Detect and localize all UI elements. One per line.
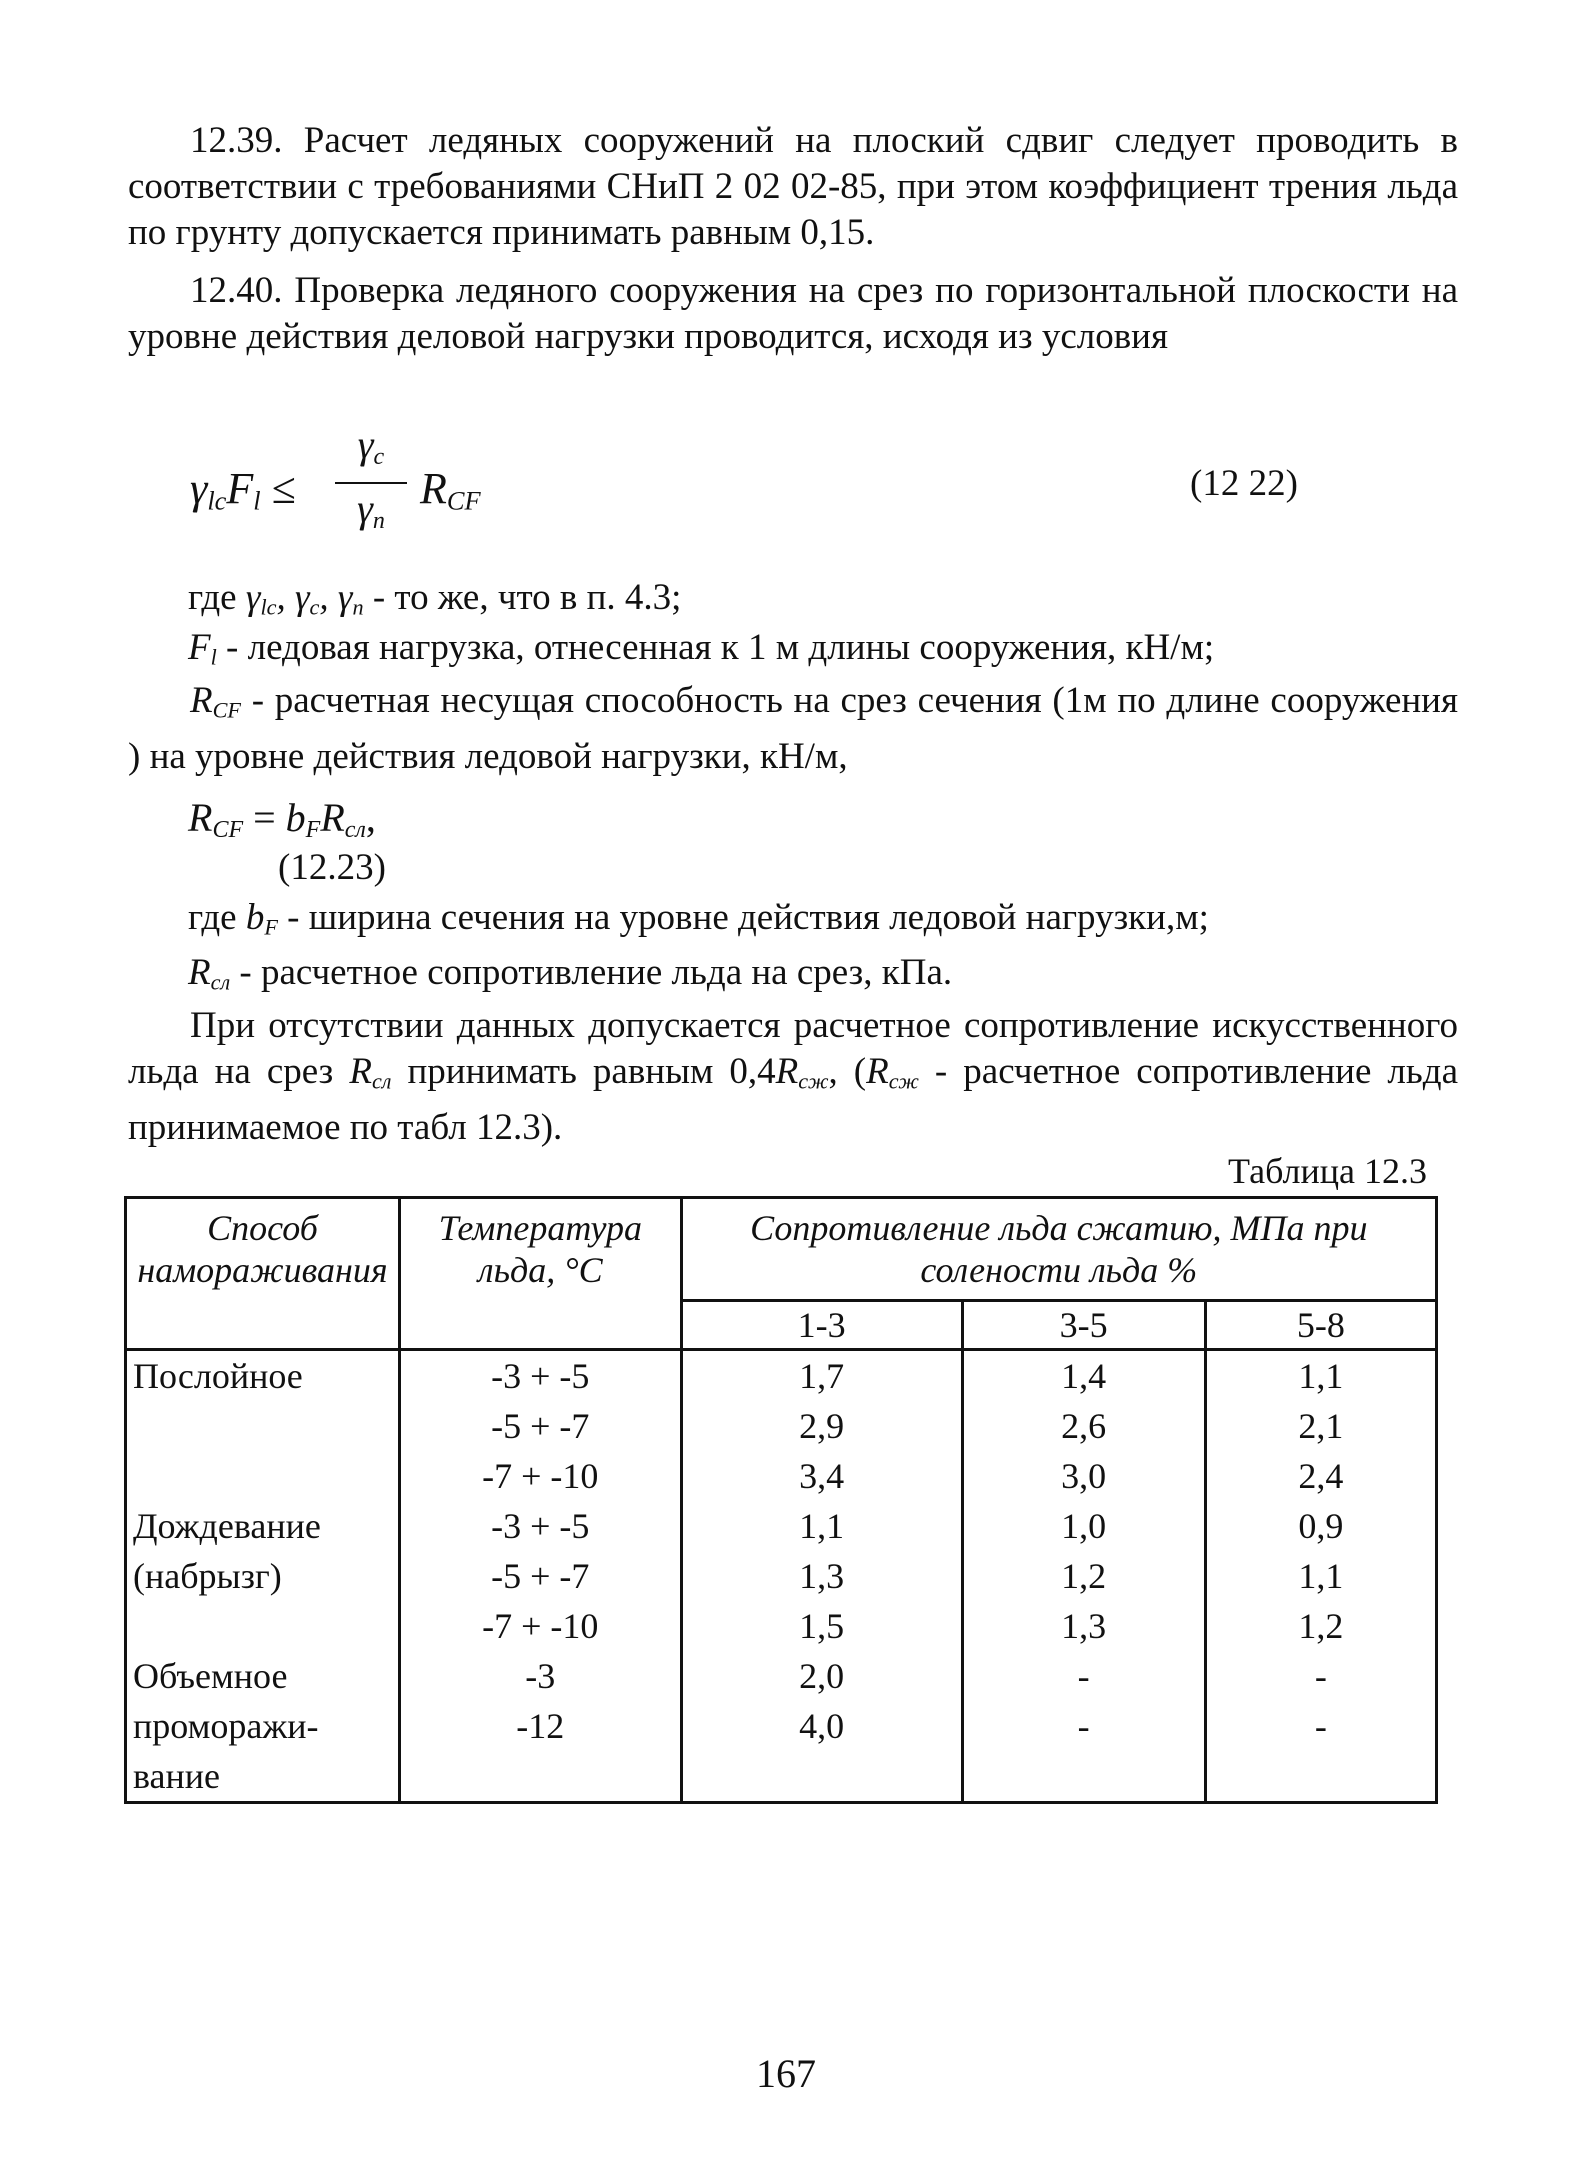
cell-value: 1,2 xyxy=(1205,1601,1436,1651)
cell-value: 1,5 xyxy=(681,1601,962,1651)
cell-temp: -3 xyxy=(399,1651,681,1701)
equation-number-12-22: (12 22) xyxy=(1190,463,1298,504)
cell-temp: -5 + -7 xyxy=(399,1551,681,1601)
cell-value: 1,1 xyxy=(1205,1350,1436,1402)
table-caption: Таблица 12.3 xyxy=(1228,1151,1427,1191)
table-row xyxy=(126,1401,1437,1451)
cell-temp: -12 xyxy=(399,1701,681,1751)
cell-value: 2,1 xyxy=(1205,1401,1436,1451)
where-line-section-width: где $b_F$ - ширина сечения на уровне действия ледовой нагрузки,м; xyxy=(188,897,1209,940)
table-row xyxy=(126,1501,1437,1551)
formula-12-22 xyxy=(190,425,690,555)
cell-method: вание xyxy=(126,1751,400,1803)
cell-temp: -3 + -5 xyxy=(399,1501,681,1551)
header-salinity-3: 5-8 xyxy=(1205,1301,1436,1350)
where-line-shear-resistance: $R_{сл}$ - расчетное сопротивление льда на срез, кПа. xyxy=(188,952,953,995)
cell-value: - xyxy=(1205,1701,1436,1751)
cell-temp: -5 + -7 xyxy=(399,1401,681,1451)
cell-method: Дождевание xyxy=(126,1501,400,1551)
cell-value: 3,0 xyxy=(962,1451,1205,1501)
where-line-ice-load: $F_l$ - ледовая нагрузка, отнесенная к 1 м длины сооружения, кН/м; xyxy=(188,627,1215,670)
header-temperature: Температура льда, °С xyxy=(399,1198,681,1350)
cell-value: - xyxy=(962,1651,1205,1701)
cell-method xyxy=(126,1451,400,1501)
table-row xyxy=(126,1601,1437,1651)
page-number: 167 xyxy=(756,2051,816,2096)
cell-value: - xyxy=(962,1701,1205,1751)
cell-method xyxy=(126,1601,400,1651)
formula-lhs: $\gamma_{lc}F_l$ ≤ xyxy=(190,464,296,516)
where-line-gammas: где $\gamma_{lc}$, $\gamma_c$, $\gamma_n$ - то же, что в п. 4.3; xyxy=(188,577,682,620)
equation-number-12-23: (12.23) xyxy=(278,847,386,888)
table-row xyxy=(126,1551,1437,1601)
formula-fraction xyxy=(335,422,407,544)
cell-method: (набрызг) xyxy=(126,1551,400,1601)
cell-value: 2,0 xyxy=(681,1651,962,1701)
cell-value: 0,9 xyxy=(1205,1501,1436,1551)
cell-value: 1,1 xyxy=(681,1501,962,1551)
fraction-bar xyxy=(335,482,407,484)
header-salinity-1: 1-3 xyxy=(681,1301,962,1350)
cell-value: 1,2 xyxy=(962,1551,1205,1601)
cell-value: - xyxy=(1205,1651,1436,1701)
fraction-denominator: $\gamma_n$ xyxy=(357,486,385,534)
cell-value: 1,4 xyxy=(962,1350,1205,1402)
where-line-shear-capacity: $R_{CF}$ - расчетная несущая способность на срез сечения (1м по длине сооружения ) на уровне действия ледовой нагрузки, кН/м, xyxy=(128,680,1458,777)
paragraph-12-40: 12.40. Проверка ледяного сооружения на срез по горизонтальной плоскости на уровне действия деловой нагрузки проводится, исходя из условия xyxy=(128,270,1458,357)
cell-value xyxy=(681,1751,962,1803)
paragraph-12-39: 12.39. Расчет ледяных сооружений на плоский сдвиг следует проводить в соответствии с требованиями СНиП 2 02 02-85, при этом коэффициент трения льда по грунту допускается принимать равным 0,15. xyxy=(128,120,1458,253)
cell-value: 4,0 xyxy=(681,1701,962,1751)
header-method: Способ намораживания xyxy=(126,1198,400,1350)
cell-value xyxy=(1205,1751,1436,1803)
table-row xyxy=(126,1751,1437,1803)
cell-value: 1,3 xyxy=(962,1601,1205,1651)
cell-method: Послойное xyxy=(126,1350,400,1402)
cell-value: 1,7 xyxy=(681,1350,962,1402)
table-row xyxy=(126,1701,1437,1751)
cell-value: 2,9 xyxy=(681,1401,962,1451)
table-row xyxy=(126,1651,1437,1701)
cell-temp: -7 + -10 xyxy=(399,1451,681,1501)
cell-value xyxy=(962,1751,1205,1803)
table-row xyxy=(126,1451,1437,1501)
cell-method: Объемное xyxy=(126,1651,400,1701)
cell-value: 2,4 xyxy=(1205,1451,1436,1501)
cell-value: 1,3 xyxy=(681,1551,962,1601)
table-row xyxy=(126,1350,1437,1402)
cell-temp: -3 + -5 xyxy=(399,1350,681,1402)
cell-temp: -7 + -10 xyxy=(399,1601,681,1651)
fraction-numerator: $\gamma_c$ xyxy=(357,422,385,470)
formula-12-23: $R_{CF} = b_FR_{сл}$, xyxy=(188,795,376,843)
header-resistance: Сопротивление льда сжатию, МПа при солености льда % xyxy=(681,1198,1436,1301)
header-salinity-2: 3-5 xyxy=(962,1301,1205,1350)
cell-method: проморажи- xyxy=(126,1701,400,1751)
cell-temp xyxy=(399,1751,681,1803)
cell-value: 2,6 xyxy=(962,1401,1205,1451)
paragraph-artificial-ice: При отсутствии данных допускается расчетное сопротивление искусственного льда на срез $R_{сл}$ принимать равным $0,4R_{сж}$, ($R_{сж}$ - расчетное сопротивление льда принимаемое по табл 12.3). xyxy=(128,1005,1458,1148)
cell-value: 1,0 xyxy=(962,1501,1205,1551)
cell-value: 1,1 xyxy=(1205,1551,1436,1601)
ice-resistance-table xyxy=(124,1196,1438,1804)
cell-value: 3,4 xyxy=(681,1451,962,1501)
cell-method xyxy=(126,1401,400,1451)
formula-rhs: $R_{CF}$ xyxy=(420,464,481,516)
